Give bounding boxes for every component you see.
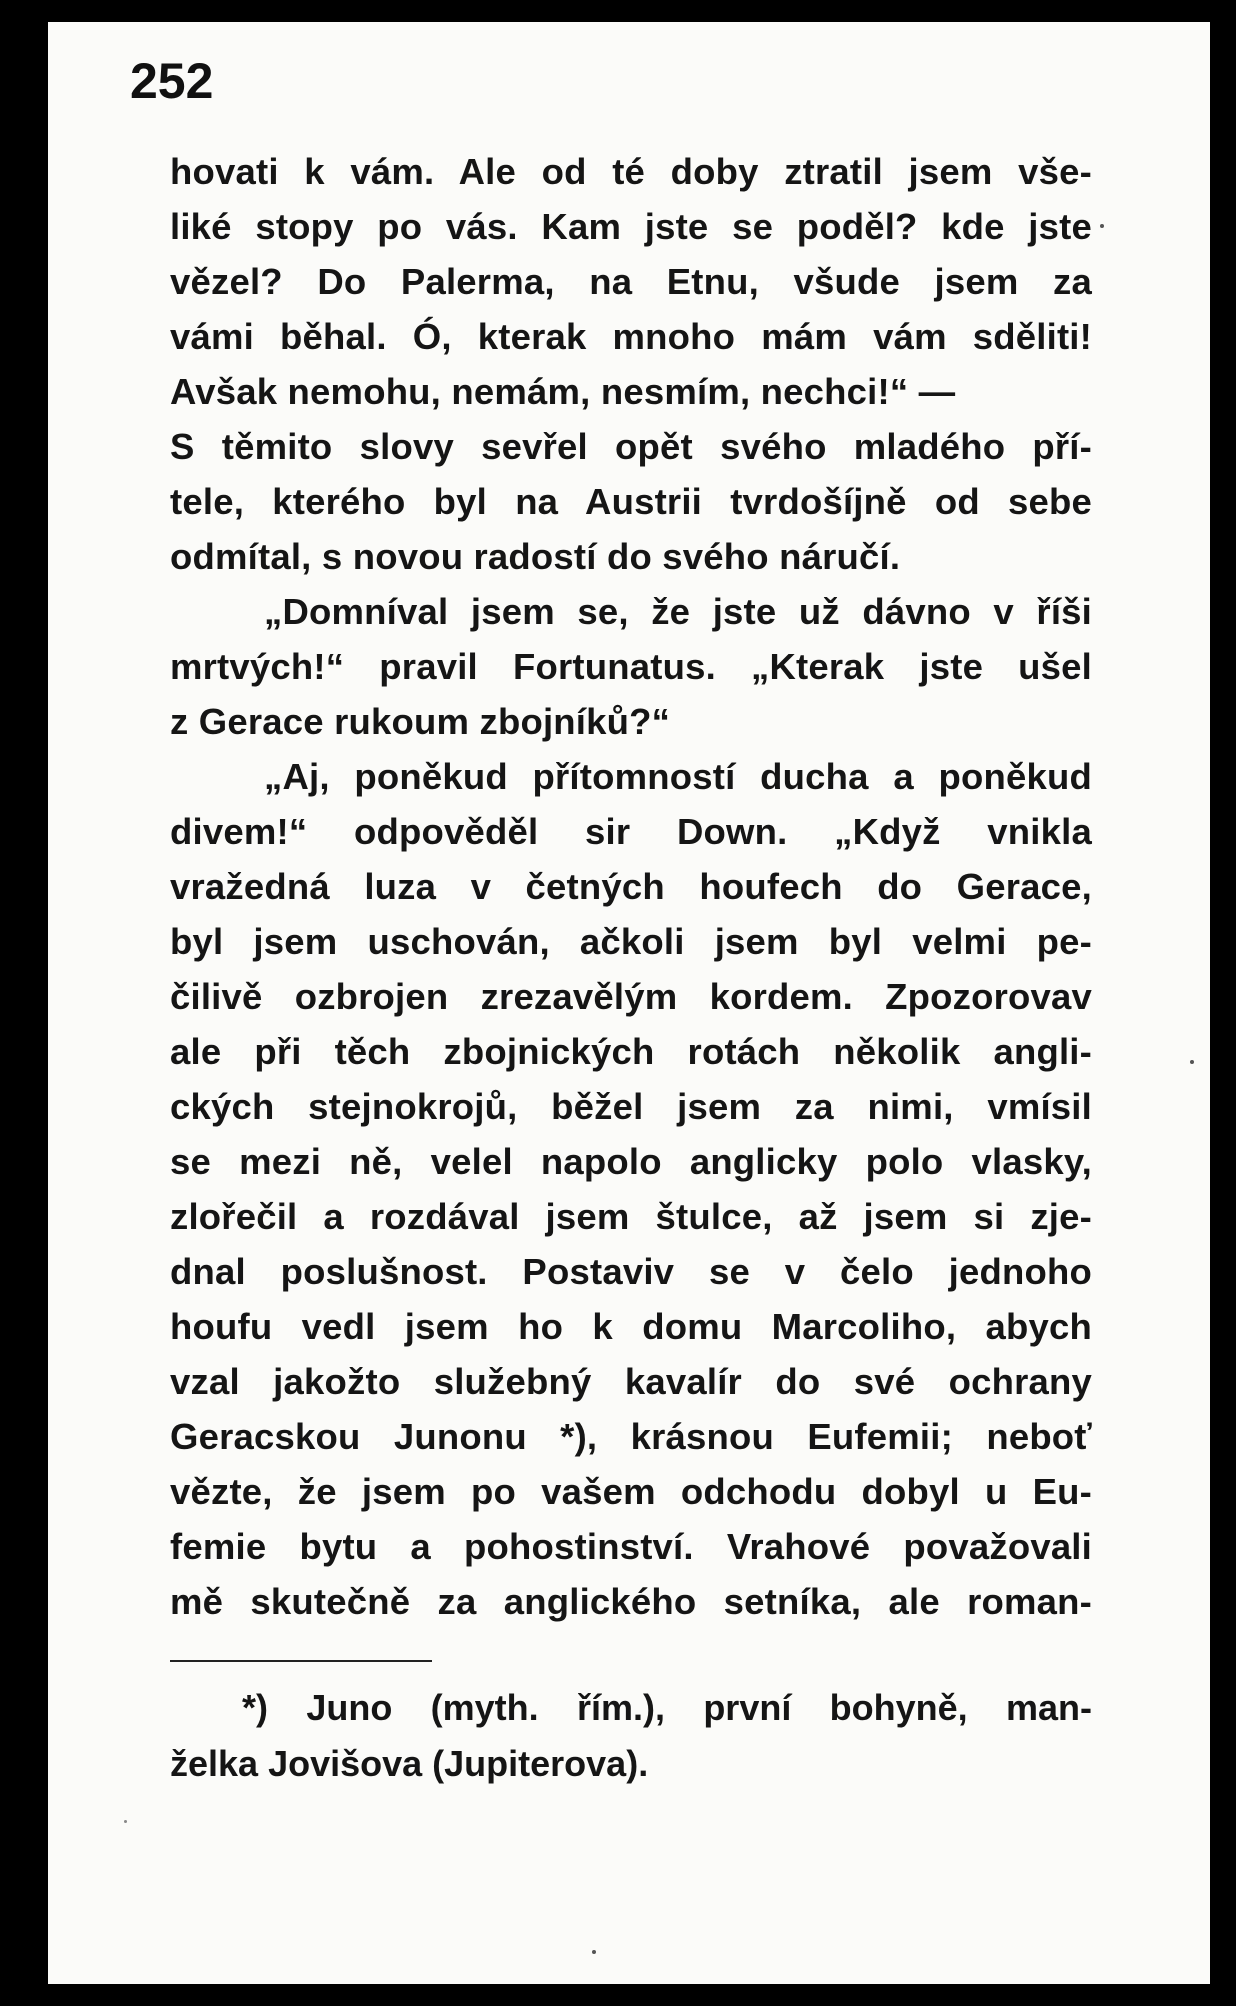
print-speck xyxy=(1190,1060,1194,1064)
text-line: vražedná luza v četných houfech do Gerace, xyxy=(170,866,1092,907)
text-line: vězel? Do Palerma, na Etnu, všude jsem za xyxy=(170,261,1092,302)
print-speck xyxy=(592,1950,596,1954)
text-line: liké stopy po vás. Kam jste se poděl? kde jste xyxy=(170,206,1092,247)
print-speck xyxy=(1100,224,1104,228)
text-line: ckých stejnokrojů, běžel jsem za nimi, vmísil xyxy=(170,1086,1092,1127)
page-number: 252 xyxy=(130,53,214,109)
text-line: odmítal, s novou radostí do svého náručí. xyxy=(170,536,901,577)
footnote xyxy=(170,1680,1092,1792)
text-line: ale při těch zbojnických rotách několik angli- xyxy=(170,1031,1092,1072)
text-line: čilivě ozbrojen zrezavělým kordem. Zpozorovav xyxy=(170,976,1092,1017)
text-line: S těmito slovy sevřel opět svého mladého pří- xyxy=(170,426,1092,467)
text-line: divem!“ odpověděl sir Down. „Když vnikla xyxy=(170,811,1092,852)
text-line: mrtvých!“ pravil Fortunatus. „Kterak jste ušel xyxy=(170,646,1092,687)
text-line: houfu vedl jsem ho k domu Marcoliho, abych xyxy=(170,1306,1092,1347)
text-line: „Domníval jsem se, že jste už dávno v říši xyxy=(264,591,1092,632)
footnote-line: *) Juno (myth. řím.), první bohyně, man- xyxy=(242,1687,1092,1728)
text-line: se mezi ně, velel napolo anglicky polo vlasky, xyxy=(170,1141,1092,1182)
text-line: hovati k vám. Ale od té doby ztratil jsem vše- xyxy=(170,151,1092,192)
text-line: z Gerace rukoum zbojníků?“ xyxy=(170,701,671,742)
text-line: Avšak nemohu, nemám, nesmím, nechci!“ — xyxy=(170,371,956,412)
text-line: femie bytu a pohostinství. Vrahové považovali xyxy=(170,1526,1092,1567)
body-text xyxy=(170,144,1092,1629)
text-line: tele, kterého byl na Austrii tvrdošíjně od sebe xyxy=(170,481,1092,522)
text-line: vzal jakožto služebný kavalír do své ochrany xyxy=(170,1361,1092,1402)
text-line: byl jsem uschován, ačkoli jsem byl velmi pe- xyxy=(170,921,1092,962)
footnote-divider xyxy=(170,1660,432,1662)
text-line: vámi běhal. Ó, kterak mnoho mám vám sděliti! xyxy=(170,316,1092,357)
text-line: Geracskou Junonu *), krásnou Eufemii; neboť xyxy=(170,1416,1092,1457)
text-line: vězte, že jsem po vašem odchodu dobyl u Eu- xyxy=(170,1471,1092,1512)
text-line: zlořečil a rozdával jsem štulce, až jsem si zje- xyxy=(170,1196,1092,1237)
text-line: mě skutečně za anglického setníka, ale roman- xyxy=(170,1581,1092,1622)
print-speck xyxy=(124,1820,127,1823)
text-line: „Aj, poněkud přítomností ducha a poněkud xyxy=(264,756,1092,797)
footnote-line: želka Jovišova (Jupiterova). xyxy=(170,1743,649,1784)
text-line: dnal poslušnost. Postaviv se v čelo jednoho xyxy=(170,1251,1092,1292)
